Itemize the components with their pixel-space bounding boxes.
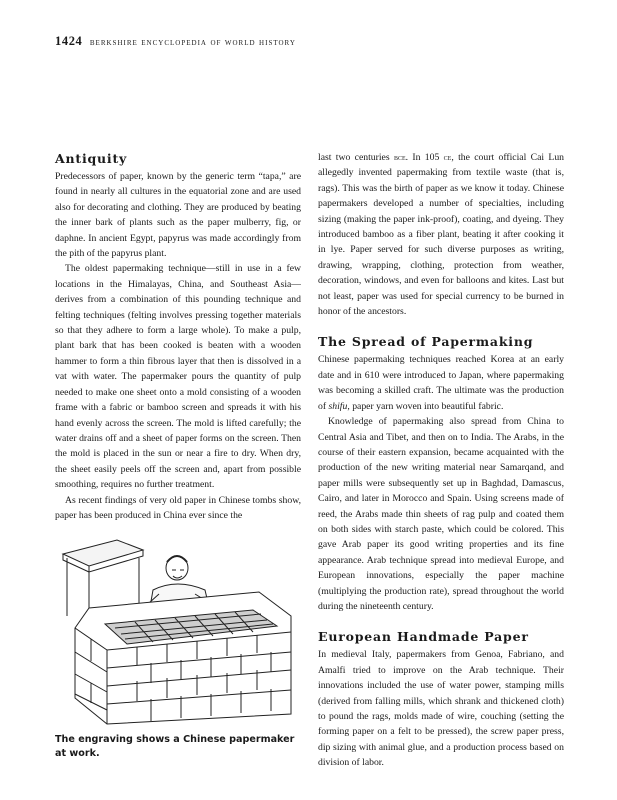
spread-text-b: , paper yarn woven into beautiful fabric. <box>347 400 504 412</box>
european-paragraph-1: In medieval Italy, papermakers from Genoa, Fabriano, and Amalfi tried to improve on the Arab technique. Their innovations included the use of water power, stamping mills (derived from falling mills, which shrank and thickened cloth) to pound the rags, molds made of wire, couching (setting the forming paper on a felt to be pressed), the screw paper press, dip sizing with animal glue, and a production process based on division of labor. <box>318 649 564 769</box>
antiquity-paragraph-1: Predecessors of paper, known by the generic term “tapa,” are found in nearly all cultures in the equatorial zone and are used also for decorating and clothing. They are produced by beating the inner bark of plants such as the paper mulberry, fig, or daphne. In ancient Egypt, papyrus was made accordingly from the pith of the papyrus plant. <box>55 171 301 260</box>
antiquity-paragraph-3-continued <box>318 150 564 319</box>
era-bce: bce <box>393 152 406 162</box>
era-ce: ce <box>443 152 452 162</box>
heading-european-handmade-paper: European Handmade Paper <box>318 629 529 645</box>
engraving-illustration <box>55 528 301 728</box>
page-number: 1424 <box>55 34 83 48</box>
running-title: berkshire encyclopedia of world history <box>89 37 296 48</box>
spread-paragraph-1 <box>318 352 564 414</box>
right-column <box>318 150 564 771</box>
continued-text-c: , the court official Cai Lun allegedly invented papermaking from textile waste (that is, rags). This was the birth of paper as we know it today. Chinese papermakers developed a number of specialties, including sizing (making the paper ink-proof), coating, and dyeing. They introduced bamboo as a fiber plant, beating it after cooking it in lye. Paper served for such diverse purposes as writing, drawing, wrapping, clothing, protection from weather, decoration, windows, and even for balloons and kites. Last but not least, paper was used for special currency to be burned in honor of the ancestors. <box>318 152 565 318</box>
papermaker-engraving <box>55 528 301 728</box>
spread-text-a: Chinese papermaking techniques reached Korea at an early date and in 610 were introduced to Japan, where papermaking was becoming a skilled craft. The ultimate was the production of <box>318 354 564 412</box>
continued-text-a: last two centuries <box>318 152 394 163</box>
running-header <box>55 34 296 49</box>
shifu-term: shifu <box>328 400 348 412</box>
continued-text-b: . In 105 <box>405 152 444 163</box>
heading-antiquity: Antiquity <box>55 151 128 166</box>
figure-caption: The engraving shows a Chinese papermaker at work. <box>55 734 295 759</box>
heading-spread-of-papermaking: The Spread of Papermaking <box>318 334 534 350</box>
antiquity-paragraph-2: The oldest papermaking technique—still in use in a few locations in the Himalayas, China, and Southeast Asia—derives from a combination of this pounding technique and felting techniques (felting involves pressing together materials so that they adhere to form a large whole). To make a pulp, plant bark that has been cooked is beaten with a wooden hammer to form a thin fibrous layer that then is dissolved in a vat with water. The papermaker pours the quantity of pulp needed to make one sheet onto a mold consisting of a wooden frame with a fabric or bamboo screen and spreads it with his hand evenly across the screen. The mold is lifted carefully; the water drains off and a sheet of paper forms on the screen. Then the mold is placed in the sun or near a fire to dry. When dry, the sheet easily peels off the screen and, apart from possible smoothing, requires no further treatment. <box>55 263 301 491</box>
left-column <box>55 150 301 523</box>
antiquity-paragraph-3: As recent findings of very old paper in Chinese tombs show, paper has been produced in China ever since the <box>55 494 301 521</box>
spread-paragraph-2: Knowledge of papermaking also spread from China to Central Asia and Tibet, and then on to India. The Arabs, in the course of their eastern expansion, became acquainted with the production of the new writing material near Samarqand, and paper mills were subsequently set up in Baghdad, Damascus, Cairo, and later in Morocco and Spain. Using screens made of reed, the Arabs made thin sheets of rag pulp and coated them on both sides with starch paste, which could be colored. This gave Arab paper its good writing properties and its fine appearance. Arab technique spread into medieval Europe, and European innovations, especially the paper machine (multiplying the production rate), spread throughout the world during the nineteenth century. <box>318 416 564 612</box>
